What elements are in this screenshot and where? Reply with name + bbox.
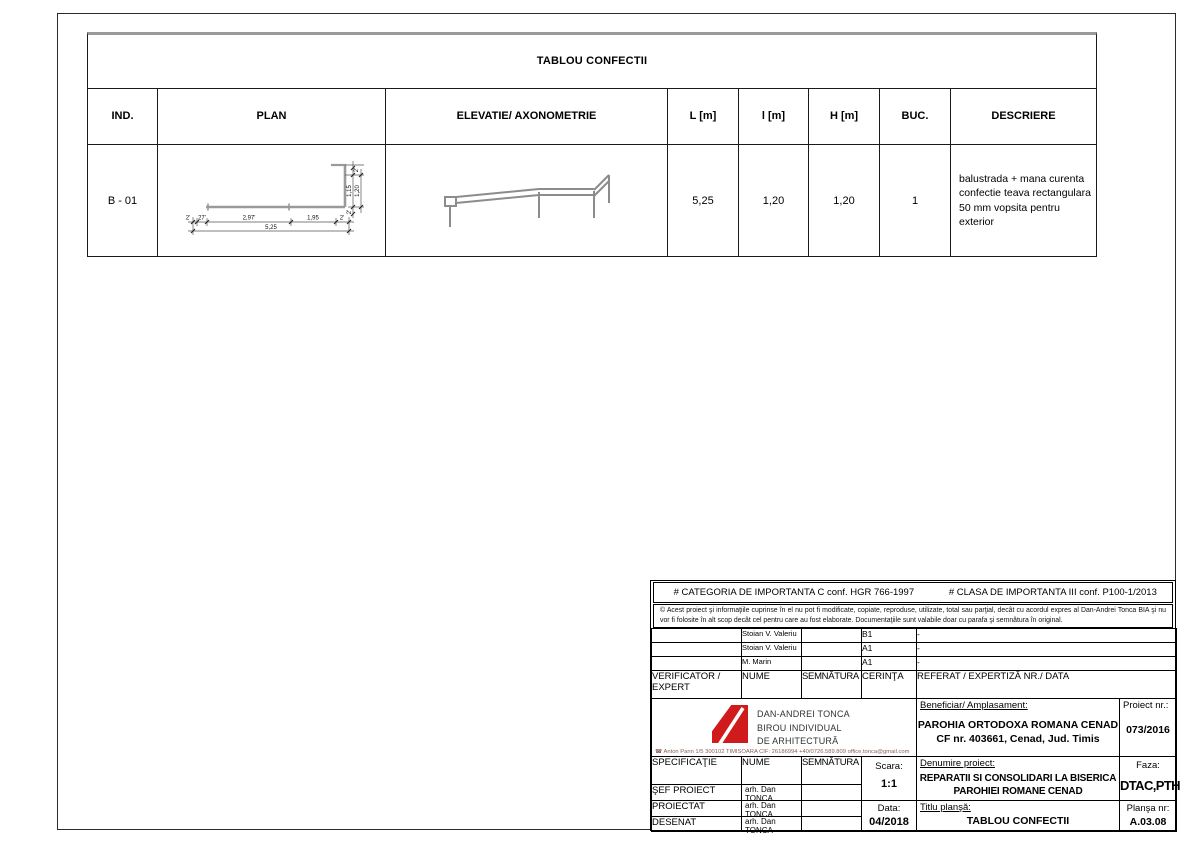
descriere-line: balustrada + mana curenta [959,172,1085,185]
staff-nume: arh. Dan TONCA [741,784,802,801]
firm-logo-icon [710,704,750,744]
verif-cerinta: A1 [861,656,917,671]
proiect-nr-value: 073/2016 [1126,724,1170,736]
firm-name-line: DE ARHITECTURĂ [757,736,839,746]
verif-header-rol: VERIFICATOR / EXPERT [651,670,742,699]
staff-nume: arh. Dan TONCA [741,816,802,832]
verif-referat: - [916,642,1177,657]
col-header-L: L [m] [668,89,739,144]
data-cell [861,800,917,832]
staff-semnatura-blank [801,800,862,817]
categoria-importanta: # CATEGORIA DE IMPORTANTA C conf. HGR 766-1997 [673,587,915,598]
scara-value: 1:1 [881,778,897,790]
dim-label: 27' [198,215,206,222]
dim-label: 2' [339,215,345,222]
staff-role: PROIECTAT [651,800,742,817]
beneficiar-line: CF nr. 403661, Cenad, Jud. Timis [936,732,1100,745]
data-label: Data: [877,803,901,814]
verif-nume: Stoian V. Valeriu [741,628,802,643]
faza-value: DTAC,PTH [1120,778,1180,793]
plansa-label: Planşa nr: [1126,803,1170,814]
faza-cell [1119,756,1180,801]
confection-table [87,32,1097,257]
denumire-label: Denumire proiect: [920,758,995,769]
verif-referat: - [916,628,1177,643]
descriere-line: confectie teava rectangulara [959,187,1091,200]
copyright-note: © Acest proiect şi informaţiile cuprinse în el nu pot fi modificate, copiate, reproduse, utilizate, total sau parţial, decât cu acordul expres al Dan-Andrei Tonca BIA şi nu vor fi folosite în alt scop decât cel pentru care au fost elaborate. Documentaţiile sunt valabile doar cu parafa şi semnătura în original. [653,604,1173,628]
proiect-nr-label: Proiect nr.: [1123,700,1169,711]
denumire-cell [916,756,1120,801]
beneficiar-label: Beneficiar/ Amplasament: [920,700,1028,711]
firm-address: ☎ Anton Pann 1/5 300102 TIMISOARA CIF: 26186994 +40/0726.589.809 office.tonca@gmail.com [655,749,910,755]
spec-semnatura-header: SEMNĂTURA [801,756,862,785]
firm-cell [651,698,917,757]
staff-role: DESENAT [651,816,742,832]
dim-label: 2' [354,167,360,173]
cell-descriere [951,145,1096,256]
col-header-l: l [m] [739,89,809,144]
verif-header-cerinta: CERINŢA [861,670,917,699]
verif-row-blank [651,656,742,671]
plansa-cell [1119,800,1177,832]
clasa-importanta: # CLASA DE IMPORTANTA III conf. P100-1/2013 [948,587,1157,598]
denumire-line: PAROHIEI ROMANE CENAD [953,785,1083,797]
cell-L: 5,25 [668,145,739,256]
staff-semnatura-blank [801,784,862,801]
staff-semnatura-blank [801,816,862,832]
cell-l: 1,20 [739,145,809,256]
titlu-cell [916,800,1120,832]
verif-semnatura-blank [801,628,862,643]
verif-nume: M. Marin [741,656,802,671]
cell-buc: 1 [880,145,951,256]
verif-row-blank [651,628,742,643]
denumire-line: REPARATII SI CONSOLIDARI LA BISERICA [919,773,1117,784]
col-header-H: H [m] [809,89,880,144]
cell-ind: B - 01 [88,145,158,256]
table-row [88,145,1096,256]
scara-label: Scara: [875,761,903,772]
dim-label: 1,20 [355,185,361,197]
cell-elevatie [386,145,668,256]
titlu-value: TABLOU CONFECTII [966,815,1070,827]
titlu-label: Titlu planşă: [920,802,971,813]
data-value: 04/2018 [869,816,909,828]
verif-header-semnatura: SEMNĂTURA [801,670,862,699]
beneficiar-value [917,719,1119,746]
beneficiar-cell [916,698,1120,757]
dim-label: 2' [347,209,353,215]
dim-label: 1,95 [307,215,319,222]
denumire-value [917,773,1119,798]
table-title: TABLOU CONFECTII [88,35,1096,89]
verif-header-referat: REFERAT / EXPERTIZĂ NR./ DATA [916,670,1177,699]
spec-nume-header: NUME [741,756,802,785]
verif-nume: Stoian V. Valeriu [741,642,802,657]
dim-label: 1,15 [347,185,353,197]
dim-label: 2' [185,215,191,222]
scara-cell [861,756,917,801]
verif-header-nume: NUME [741,670,802,699]
importance-banner [653,582,1173,603]
staff-role: ŞEF PROIECT [651,784,742,801]
plansa-value: A.03.08 [1129,816,1167,828]
faza-label: Faza: [1136,760,1160,771]
cell-plan [158,145,386,256]
firm-name-line: BIROU INDIVIDUAL [757,722,842,733]
verif-semnatura-blank [801,656,862,671]
dim-label-total: 5,25 [265,225,277,231]
spec-header: SPECIFICAŢIE [651,756,742,785]
dim-label: 2,97' [242,215,256,222]
col-header-buc: BUC. [880,89,951,144]
verif-cerinta: A1 [861,642,917,657]
cell-H: 1,20 [809,145,880,256]
proiect-nr-cell [1119,698,1177,757]
verif-referat: - [916,656,1177,671]
col-header-descriere: DESCRIERE [991,110,1056,123]
col-header-ind: IND. [88,89,158,144]
descriere-line: 50 mm vopsita pentru exterior [959,201,1060,228]
verif-row-blank [651,642,742,657]
title-block [650,580,1180,835]
col-header-plan: PLAN [158,89,386,144]
elevation-drawing [386,146,667,256]
verif-semnatura-blank [801,642,862,657]
verif-cerinta: B1 [861,628,917,643]
col-header-elevatie: ELEVATIE/ AXONOMETRIE [386,89,668,144]
plan-drawing [158,145,385,256]
firm-name-line: DAN-ANDREI TONCA [757,709,850,719]
firm-name [757,708,850,749]
table-header-row [88,89,1096,145]
staff-nume: arh. Dan TONCA [741,800,802,817]
beneficiar-line: PAROHIA ORTODOXA ROMANA CENAD [917,719,1119,731]
